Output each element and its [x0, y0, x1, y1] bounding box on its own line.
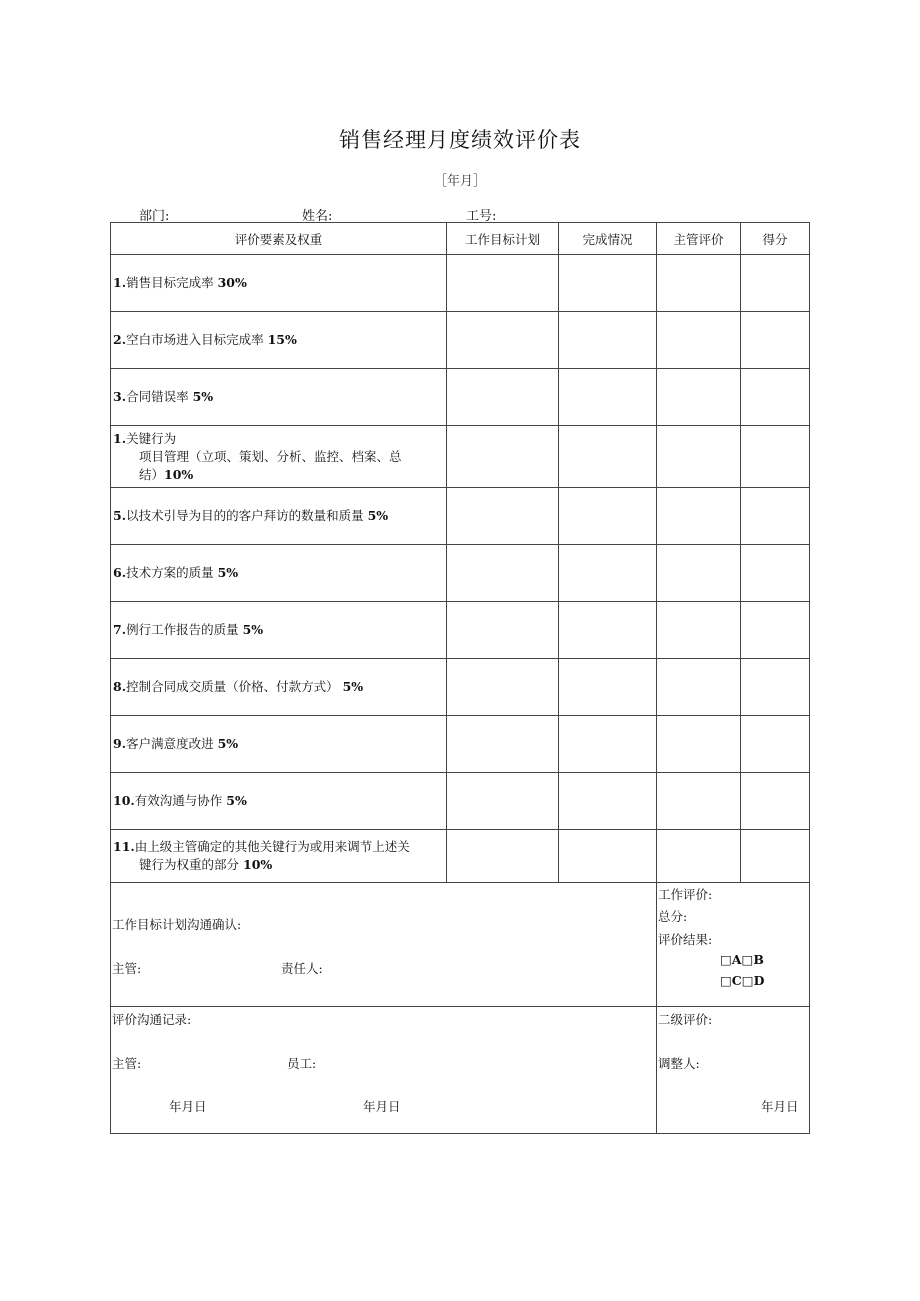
- page-title: 销售经理月度绩效评价表: [339, 128, 581, 152]
- plan-cell[interactable]: [447, 602, 559, 659]
- total-score-label: 总分:: [658, 909, 688, 924]
- responsible-person-label: 责任人:: [281, 961, 323, 976]
- adjuster-label: 调整人:: [658, 1056, 700, 1071]
- item-criteria: 11.由上级主管确定的其他关键行为或用来调节上述关 键行为权重的部分 10%: [111, 830, 447, 883]
- score-cell[interactable]: [741, 545, 810, 602]
- employee-id-label: 工号:: [466, 209, 497, 224]
- secondary-eval-label: 二级评价:: [658, 1012, 713, 1027]
- header-row: [111, 223, 810, 255]
- item-criteria: 6.技术方案的质量 5%: [111, 545, 447, 602]
- supervisor-eval-cell[interactable]: [657, 602, 741, 659]
- item-criteria: 3.合同错误率 5%: [111, 369, 447, 426]
- score-cell[interactable]: [741, 773, 810, 830]
- confirm-row: [111, 883, 810, 1007]
- table-row: [111, 312, 810, 369]
- table-row: [111, 545, 810, 602]
- date-subtitle: ［年月］: [433, 174, 486, 189]
- item-criteria: 2.空白市场进入目标完成率 15%: [111, 312, 447, 369]
- table-row: [111, 488, 810, 545]
- completion-cell[interactable]: [559, 545, 657, 602]
- plan-cell[interactable]: [447, 369, 559, 426]
- item-criteria: 10.有效沟通与协作 5%: [111, 773, 447, 830]
- plan-cell[interactable]: [447, 716, 559, 773]
- header-plan: 工作目标计划: [447, 223, 559, 255]
- work-evaluation-box[interactable]: [657, 883, 810, 1007]
- supervisor-eval-cell[interactable]: [657, 426, 741, 488]
- plan-cell[interactable]: [447, 255, 559, 312]
- grade-options-ab[interactable]: □A□B: [720, 952, 764, 967]
- plan-cell[interactable]: [447, 312, 559, 369]
- score-cell[interactable]: [741, 369, 810, 426]
- grade-options-cd[interactable]: □C□D: [720, 973, 765, 988]
- supervisor-eval-cell[interactable]: [657, 773, 741, 830]
- header-criteria: 评价要素及权重: [111, 223, 447, 255]
- work-eval-label: 工作评价:: [658, 887, 713, 902]
- supervisor-eval-cell[interactable]: [657, 312, 741, 369]
- header-score: 得分: [741, 223, 810, 255]
- score-cell[interactable]: [741, 255, 810, 312]
- employee-label: 员工:: [287, 1056, 317, 1071]
- score-cell[interactable]: [741, 312, 810, 369]
- score-cell[interactable]: [741, 488, 810, 545]
- employee-date: 年月日: [363, 1099, 401, 1114]
- item-criteria: 1.关键行为 项目管理（立项、策划、分析、监控、档案、总 结）10%: [111, 426, 447, 488]
- score-cell[interactable]: [741, 716, 810, 773]
- completion-cell[interactable]: [559, 602, 657, 659]
- table-row: [111, 255, 810, 312]
- eval-result-label: 评价结果:: [658, 932, 713, 947]
- item-criteria: 7.例行工作报告的质量 5%: [111, 602, 447, 659]
- eval-record-label: 评价沟通记录:: [112, 1012, 192, 1027]
- table-row: [111, 426, 810, 488]
- item-criteria: 8.控制合同成交质量（价格、付款方式） 5%: [111, 659, 447, 716]
- adjuster-date: 年月日: [761, 1099, 799, 1114]
- item-criteria: 9.客户满意度改进 5%: [111, 716, 447, 773]
- plan-cell[interactable]: [447, 426, 559, 488]
- record-supervisor-label: 主管:: [112, 1056, 142, 1071]
- header-completion: 完成情况: [559, 223, 657, 255]
- supervisor-eval-cell[interactable]: [657, 716, 741, 773]
- eval-record-box[interactable]: [111, 1007, 657, 1134]
- table-row: [111, 830, 810, 883]
- dept-label: 部门:: [139, 209, 170, 224]
- plan-confirm-box[interactable]: [111, 883, 657, 1007]
- supervisor-eval-cell[interactable]: [657, 659, 741, 716]
- supervisor-eval-cell[interactable]: [657, 255, 741, 312]
- supervisor-eval-cell[interactable]: [657, 545, 741, 602]
- plan-cell[interactable]: [447, 659, 559, 716]
- evaluation-table: [110, 222, 810, 1134]
- table-row: [111, 659, 810, 716]
- supervisor-eval-cell[interactable]: [657, 830, 741, 883]
- plan-cell[interactable]: [447, 773, 559, 830]
- confirm-supervisor-label: 主管:: [112, 961, 142, 976]
- completion-cell[interactable]: [559, 255, 657, 312]
- score-cell[interactable]: [741, 602, 810, 659]
- score-cell[interactable]: [741, 830, 810, 883]
- completion-cell[interactable]: [559, 659, 657, 716]
- completion-cell[interactable]: [559, 312, 657, 369]
- completion-cell[interactable]: [559, 716, 657, 773]
- score-cell[interactable]: [741, 659, 810, 716]
- supervisor-eval-cell[interactable]: [657, 488, 741, 545]
- item-criteria: 5.以技术引导为目的的客户拜访的数量和质量 5%: [111, 488, 447, 545]
- plan-confirm-label: 工作目标计划沟通确认:: [112, 917, 242, 932]
- plan-cell[interactable]: [447, 830, 559, 883]
- header-supervisor-eval: 主管评价: [657, 223, 741, 255]
- table-row: [111, 369, 810, 426]
- completion-cell[interactable]: [559, 426, 657, 488]
- name-label: 姓名:: [302, 209, 333, 224]
- plan-cell[interactable]: [447, 545, 559, 602]
- table-row: [111, 773, 810, 830]
- secondary-eval-box[interactable]: [657, 1007, 810, 1134]
- plan-cell[interactable]: [447, 488, 559, 545]
- record-row: [111, 1007, 810, 1134]
- table-row: [111, 602, 810, 659]
- item-criteria: 1.销售目标完成率 30%: [111, 255, 447, 312]
- completion-cell[interactable]: [559, 369, 657, 426]
- completion-cell[interactable]: [559, 830, 657, 883]
- score-cell[interactable]: [741, 426, 810, 488]
- completion-cell[interactable]: [559, 773, 657, 830]
- table-row: [111, 716, 810, 773]
- supervisor-eval-cell[interactable]: [657, 369, 741, 426]
- completion-cell[interactable]: [559, 488, 657, 545]
- supervisor-date: 年月日: [169, 1099, 207, 1114]
